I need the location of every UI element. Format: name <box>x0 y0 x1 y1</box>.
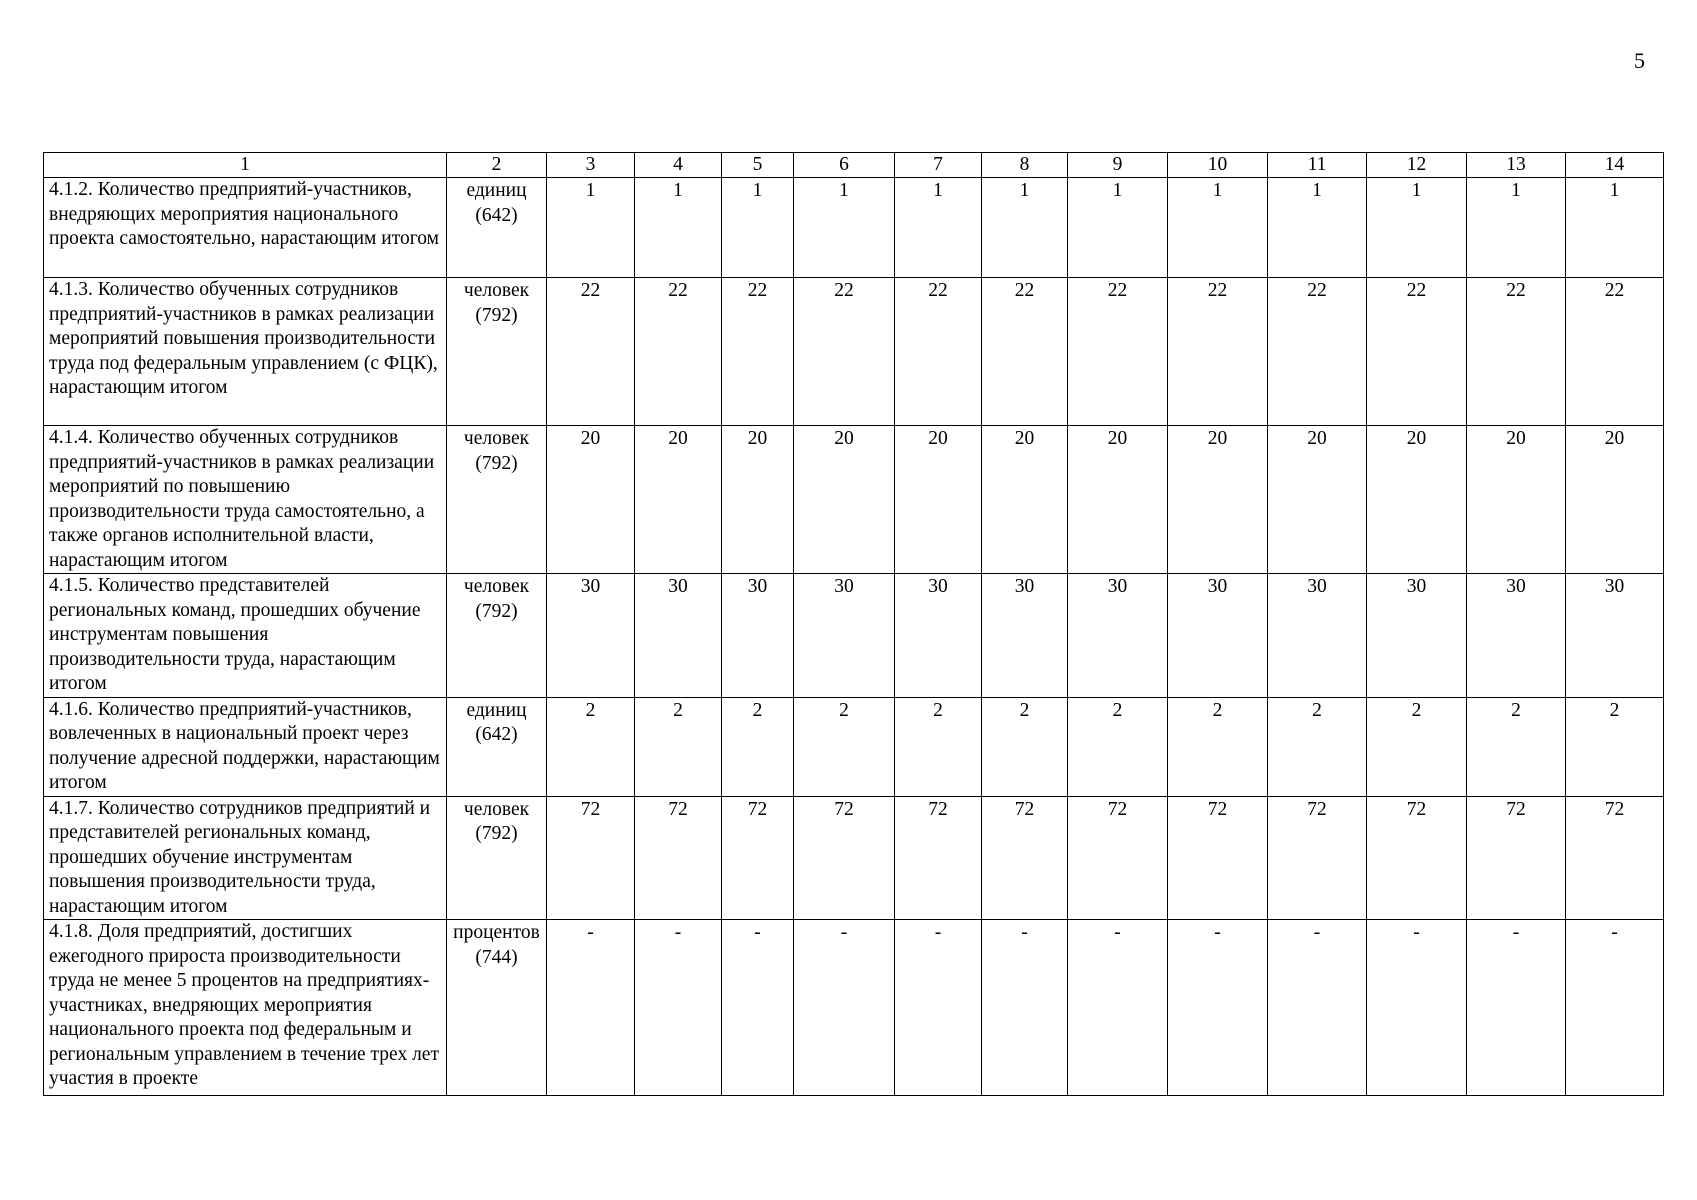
value-cell: - <box>635 920 722 1096</box>
value-cell: 1 <box>794 178 895 278</box>
table-row <box>44 796 1664 920</box>
value-cell: 22 <box>1068 278 1168 426</box>
unit-cell: единиц (642) <box>447 178 547 278</box>
value-cell: 2 <box>1367 697 1467 796</box>
column-header: 9 <box>1068 153 1168 178</box>
indicator-description: 4.1.5. Количество представителей региональных команд, прошедших обучение инструментам повышения производительности труда, нарастающим итогом <box>44 574 447 698</box>
value-cell: 1 <box>982 178 1068 278</box>
value-cell: 22 <box>982 278 1068 426</box>
value-cell: 2 <box>895 697 982 796</box>
table-row <box>44 278 1664 426</box>
value-cell: - <box>1268 920 1367 1096</box>
indicators-table <box>43 152 1664 1096</box>
indicator-description: 4.1.2. Количество предприятий-участников, внедряющих мероприятия национального проекта самостоятельно, нарастающим итогом <box>44 178 447 278</box>
value-cell: 1 <box>1168 178 1268 278</box>
value-cell: 22 <box>1168 278 1268 426</box>
value-cell: 30 <box>1467 574 1566 698</box>
column-header: 6 <box>794 153 895 178</box>
value-cell: 20 <box>547 426 635 574</box>
column-header: 10 <box>1168 153 1268 178</box>
value-cell: 1 <box>722 178 794 278</box>
value-cell: 20 <box>635 426 722 574</box>
value-cell: 30 <box>635 574 722 698</box>
value-cell: - <box>722 920 794 1096</box>
value-cell: - <box>1566 920 1664 1096</box>
value-cell: 30 <box>1268 574 1367 698</box>
value-cell: 1 <box>1068 178 1168 278</box>
value-cell: 72 <box>895 796 982 920</box>
value-cell: 2 <box>547 697 635 796</box>
column-header: 13 <box>1467 153 1566 178</box>
column-header: 11 <box>1268 153 1367 178</box>
value-cell: 1 <box>1566 178 1664 278</box>
page-number: 5 <box>1634 48 1645 73</box>
value-cell: 20 <box>1168 426 1268 574</box>
value-cell: 30 <box>1566 574 1664 698</box>
value-cell: 22 <box>1467 278 1566 426</box>
value-cell: 30 <box>794 574 895 698</box>
value-cell: 72 <box>1566 796 1664 920</box>
value-cell: 30 <box>1068 574 1168 698</box>
indicator-description: 4.1.6. Количество предприятий-участников, вовлеченных в национальный проект через получение адресной поддержки, нарастающим итогом <box>44 697 447 796</box>
unit-cell: единиц (642) <box>447 697 547 796</box>
value-cell: - <box>1367 920 1467 1096</box>
value-cell: - <box>1168 920 1268 1096</box>
value-cell: 20 <box>722 426 794 574</box>
value-cell: 30 <box>895 574 982 698</box>
value-cell: 20 <box>1566 426 1664 574</box>
value-cell: 30 <box>722 574 794 698</box>
value-cell: 22 <box>895 278 982 426</box>
column-header: 14 <box>1566 153 1664 178</box>
value-cell: 72 <box>547 796 635 920</box>
value-cell: 30 <box>982 574 1068 698</box>
value-cell: 72 <box>1467 796 1566 920</box>
value-cell: 30 <box>1168 574 1268 698</box>
indicator-description: 4.1.8. Доля предприятий, достигших ежегодного прироста производительности труда не менее 5 процентов на предприятиях-участниках, внедряющих мероприятия национального проекта под федеральным и региональным управлением в течение трех лет участия в проекте <box>44 920 447 1096</box>
value-cell: 22 <box>1566 278 1664 426</box>
indicator-description: 4.1.3. Количество обученных сотрудников предприятий-участников в рамках реализации мероприятий повышения производительности труда под федеральным управлением (с ФЦК), нарастающим итогом <box>44 278 447 426</box>
value-cell: 20 <box>1068 426 1168 574</box>
unit-cell: человек (792) <box>447 278 547 426</box>
value-cell: 20 <box>1467 426 1566 574</box>
value-cell: 1 <box>1268 178 1367 278</box>
value-cell: 2 <box>1068 697 1168 796</box>
value-cell: 2 <box>1566 697 1664 796</box>
column-header: 3 <box>547 153 635 178</box>
value-cell: 20 <box>895 426 982 574</box>
value-cell: 22 <box>1367 278 1467 426</box>
value-cell: 2 <box>794 697 895 796</box>
value-cell: - <box>1068 920 1168 1096</box>
indicator-description: 4.1.4. Количество обученных сотрудников предприятий-участников в рамках реализации мероприятий по повышению производительности труда самостоятельно, а также органов исполнительной власти, нарастающим итогом <box>44 426 447 574</box>
unit-cell: человек (792) <box>447 796 547 920</box>
table-header-row <box>44 153 1664 178</box>
value-cell: 1 <box>1467 178 1566 278</box>
value-cell: 72 <box>1367 796 1467 920</box>
table-row <box>44 697 1664 796</box>
indicator-description: 4.1.7. Количество сотрудников предприятий и представителей региональных команд, прошедших обучение инструментам повышения производительности труда, нарастающим итогом <box>44 796 447 920</box>
value-cell: 20 <box>1367 426 1467 574</box>
value-cell: 22 <box>1268 278 1367 426</box>
value-cell: 72 <box>722 796 794 920</box>
value-cell: - <box>895 920 982 1096</box>
value-cell: 72 <box>1168 796 1268 920</box>
value-cell: - <box>982 920 1068 1096</box>
table-row <box>44 574 1664 698</box>
value-cell: - <box>1467 920 1566 1096</box>
value-cell: 72 <box>1268 796 1367 920</box>
value-cell: 1 <box>547 178 635 278</box>
unit-cell: человек (792) <box>447 574 547 698</box>
value-cell: 22 <box>547 278 635 426</box>
value-cell: 30 <box>547 574 635 698</box>
column-header: 8 <box>982 153 1068 178</box>
value-cell: - <box>547 920 635 1096</box>
value-cell: 20 <box>1268 426 1367 574</box>
value-cell: 72 <box>794 796 895 920</box>
value-cell: 20 <box>794 426 895 574</box>
value-cell: 20 <box>982 426 1068 574</box>
column-header: 4 <box>635 153 722 178</box>
value-cell: 72 <box>635 796 722 920</box>
table-row <box>44 920 1664 1096</box>
value-cell: 1 <box>1367 178 1467 278</box>
unit-cell: человек (792) <box>447 426 547 574</box>
indicators-table-container <box>43 152 1663 1096</box>
column-header: 5 <box>722 153 794 178</box>
value-cell: 2 <box>982 697 1068 796</box>
value-cell: - <box>794 920 895 1096</box>
value-cell: 30 <box>1367 574 1467 698</box>
column-header: 1 <box>44 153 447 178</box>
table-body <box>44 178 1664 1096</box>
value-cell: 1 <box>635 178 722 278</box>
value-cell: 1 <box>895 178 982 278</box>
table-row <box>44 426 1664 574</box>
column-header: 12 <box>1367 153 1467 178</box>
value-cell: 72 <box>1068 796 1168 920</box>
value-cell: 72 <box>982 796 1068 920</box>
table-row <box>44 178 1664 278</box>
column-header: 2 <box>447 153 547 178</box>
value-cell: 2 <box>1467 697 1566 796</box>
value-cell: 2 <box>635 697 722 796</box>
column-header: 7 <box>895 153 982 178</box>
value-cell: 22 <box>635 278 722 426</box>
value-cell: 2 <box>1168 697 1268 796</box>
value-cell: 2 <box>1268 697 1367 796</box>
value-cell: 22 <box>722 278 794 426</box>
value-cell: 22 <box>794 278 895 426</box>
value-cell: 2 <box>722 697 794 796</box>
unit-cell: процентов (744) <box>447 920 547 1096</box>
